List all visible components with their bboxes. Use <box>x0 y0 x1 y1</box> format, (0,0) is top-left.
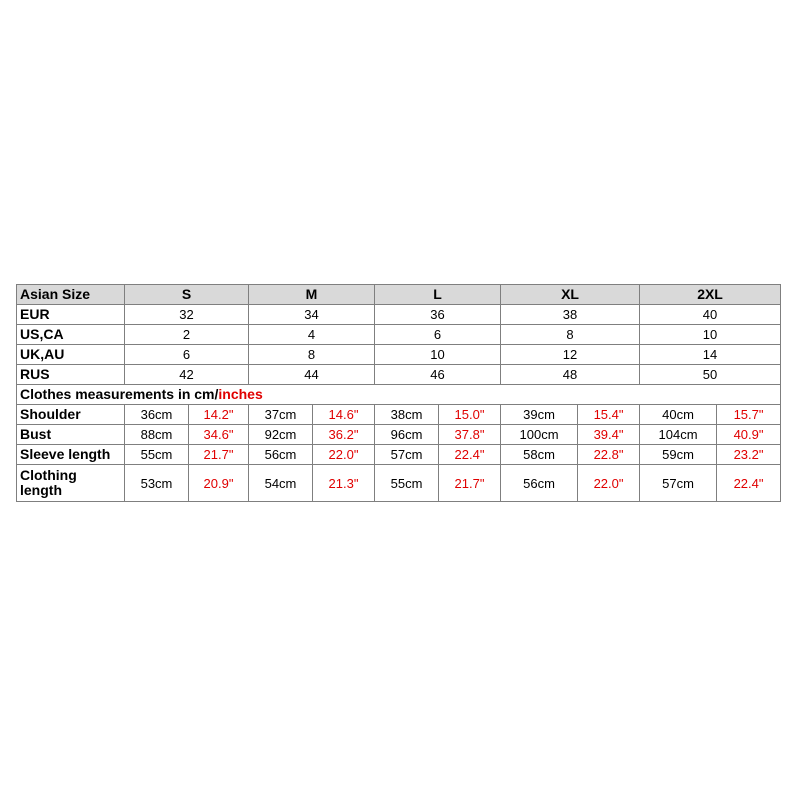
cm-value: 56cm <box>249 445 313 465</box>
conversion-value: 50 <box>640 365 781 385</box>
inch-value: 37.8" <box>439 425 501 445</box>
conversion-value: 6 <box>375 325 501 345</box>
cm-value: 88cm <box>125 425 189 445</box>
inch-value: 15.4" <box>578 405 640 425</box>
inch-value: 40.9" <box>717 425 781 445</box>
inch-value: 21.3" <box>313 465 375 502</box>
cm-value: 57cm <box>375 445 439 465</box>
asian-size-label: Asian Size <box>17 285 125 305</box>
size-m-header: M <box>249 285 375 305</box>
measurements-section-row <box>17 385 781 405</box>
measurement-row-bust <box>17 425 781 445</box>
cm-value: 36cm <box>125 405 189 425</box>
conversion-row-eur <box>17 305 781 325</box>
conversion-value: 36 <box>375 305 501 325</box>
conversion-value: 2 <box>125 325 249 345</box>
cm-value: 56cm <box>501 465 578 502</box>
section-suffix-inches: inches <box>218 386 263 402</box>
inch-value: 21.7" <box>189 445 249 465</box>
conversion-row-uk-au <box>17 345 781 365</box>
section-prefix: Clothes measurements in cm/ <box>20 386 219 402</box>
measurement-row-sleeve-length <box>17 445 781 465</box>
measurement-row-shoulder <box>17 405 781 425</box>
inch-value: 34.6" <box>189 425 249 445</box>
row-label: Clothing length <box>17 465 125 502</box>
conversion-value: 10 <box>640 325 781 345</box>
conversion-value: 46 <box>375 365 501 385</box>
inch-value: 23.2" <box>717 445 781 465</box>
conversion-value: 6 <box>125 345 249 365</box>
inch-value: 14.6" <box>313 405 375 425</box>
inch-value: 22.0" <box>313 445 375 465</box>
inch-value: 21.7" <box>439 465 501 502</box>
conversion-value: 4 <box>249 325 375 345</box>
cm-value: 37cm <box>249 405 313 425</box>
inch-value: 15.0" <box>439 405 501 425</box>
conversion-value: 14 <box>640 345 781 365</box>
cm-value: 100cm <box>501 425 578 445</box>
row-label: Shoulder <box>17 405 125 425</box>
inch-value: 36.2" <box>313 425 375 445</box>
conversion-value: 38 <box>501 305 640 325</box>
cm-value: 38cm <box>375 405 439 425</box>
size-header-row <box>17 285 781 305</box>
conversion-value: 8 <box>249 345 375 365</box>
row-label: Bust <box>17 425 125 445</box>
row-label: RUS <box>17 365 125 385</box>
cm-value: 53cm <box>125 465 189 502</box>
inch-value: 14.2" <box>189 405 249 425</box>
measurement-row-clothing-length <box>17 465 781 502</box>
cm-value: 55cm <box>375 465 439 502</box>
inch-value: 15.7" <box>717 405 781 425</box>
conversion-value: 32 <box>125 305 249 325</box>
row-label: EUR <box>17 305 125 325</box>
cm-value: 57cm <box>640 465 717 502</box>
row-label: UK,AU <box>17 345 125 365</box>
cm-value: 54cm <box>249 465 313 502</box>
conversion-value: 44 <box>249 365 375 385</box>
size-2xl-header: 2XL <box>640 285 781 305</box>
conversion-value: 34 <box>249 305 375 325</box>
cm-value: 39cm <box>501 405 578 425</box>
inch-value: 22.4" <box>439 445 501 465</box>
row-label: US,CA <box>17 325 125 345</box>
size-xl-header: XL <box>501 285 640 305</box>
row-label: Sleeve length <box>17 445 125 465</box>
cm-value: 104cm <box>640 425 717 445</box>
inch-value: 20.9" <box>189 465 249 502</box>
conversion-value: 10 <box>375 345 501 365</box>
cm-value: 58cm <box>501 445 578 465</box>
cm-value: 55cm <box>125 445 189 465</box>
conversion-row-us-ca <box>17 325 781 345</box>
conversion-value: 48 <box>501 365 640 385</box>
measurements-section-title <box>17 385 781 405</box>
conversion-value: 42 <box>125 365 249 385</box>
size-s-header: S <box>125 285 249 305</box>
conversion-value: 40 <box>640 305 781 325</box>
cm-value: 40cm <box>640 405 717 425</box>
cm-value: 96cm <box>375 425 439 445</box>
cm-value: 92cm <box>249 425 313 445</box>
inch-value: 22.0" <box>578 465 640 502</box>
inch-value: 39.4" <box>578 425 640 445</box>
conversion-value: 12 <box>501 345 640 365</box>
conversion-row-rus <box>17 365 781 385</box>
conversion-value: 8 <box>501 325 640 345</box>
inch-value: 22.4" <box>717 465 781 502</box>
inch-value: 22.8" <box>578 445 640 465</box>
size-l-header: L <box>375 285 501 305</box>
cm-value: 59cm <box>640 445 717 465</box>
size-chart-table <box>16 284 781 502</box>
